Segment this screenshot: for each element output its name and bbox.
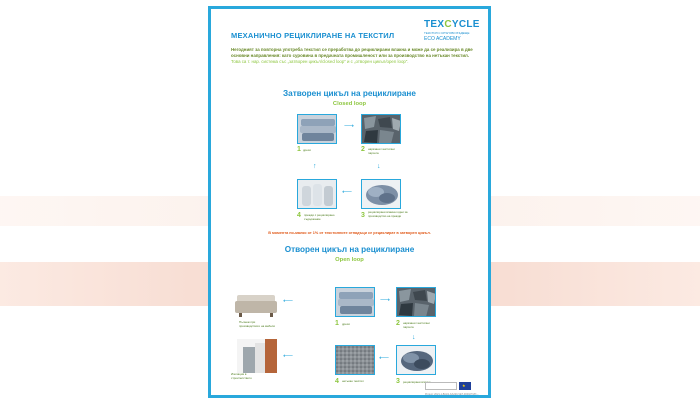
eu-funding-box <box>425 382 457 390</box>
photo-yarn <box>297 179 337 209</box>
open-loop-subtitle: Open loop <box>335 257 364 263</box>
photo-nonwoven <box>335 345 375 375</box>
photo-clothes <box>297 114 337 144</box>
nonwoven-textile-image <box>336 346 375 375</box>
photo-cut-pieces <box>361 114 401 144</box>
arrow-left-icon: ⟵ <box>283 353 294 360</box>
folded-clothes-image <box>298 115 337 144</box>
closed-step-2-caption: нарязани текстилни парчета <box>368 147 395 155</box>
yarn-spools-image <box>298 180 337 209</box>
open-step-4-number: 4 <box>335 378 339 385</box>
closed-step-3-number: 3 <box>361 212 365 219</box>
logo-wordmark: TEXCYCLE <box>424 19 480 30</box>
intro-systems: Това са т. нар. система със „затворен цикъл/closed loop“ и с „отворен цикъл/open loop“. <box>231 59 409 65</box>
photo-fibers <box>361 179 401 209</box>
closed-step-4-number: 4 <box>297 212 301 219</box>
arrow-left-icon: ⟵ <box>379 355 390 362</box>
open-step-1-caption: дрехи <box>342 322 350 326</box>
intro-paragraph: Негодният за повторна употреба текстил се преработва до рециклирани влакна и може да се реализира в две основни направления: като суровина в предачната промишленост или за производство на нетъкан текстил. <box>231 47 473 59</box>
eu-flag-icon: ★ <box>459 382 471 390</box>
poster-title: МЕХАНИЧНО РЕЦИКЛИРАНЕ НА ТЕКСТИЛ <box>231 31 395 40</box>
project-footer: Project: 2021-1-BG01-KA220-VET-000027183 – TEXCycle <box>425 393 479 398</box>
recycled-fibers-image <box>362 180 401 209</box>
open-use-insulation-caption: Изолация в строителството <box>231 372 252 380</box>
intro-text <box>231 47 475 65</box>
arrow-right-icon: ⟶ <box>344 123 355 130</box>
closed-step-2-number: 2 <box>361 146 365 153</box>
closed-loop-title: Затворен цикъл на рециклиране <box>283 89 416 98</box>
open-step-3-number: 3 <box>396 378 400 385</box>
logo-academy: ECO ACADEMY <box>424 36 461 42</box>
open-use-furniture-caption: Пълнеж при производството на мебели <box>239 320 275 328</box>
folded-clothes-image <box>336 288 375 317</box>
arrow-down-icon: ↓ <box>412 334 416 341</box>
cut-textile-image <box>362 115 401 144</box>
recycled-fibers-image <box>397 346 436 375</box>
texcycle-logo <box>424 19 484 42</box>
photo-open-fibers <box>396 345 436 375</box>
infographic-poster <box>208 6 491 398</box>
closed-step-4-caption: прежди с рециклирано съдържание <box>304 213 335 221</box>
insulation-image <box>237 339 277 373</box>
photo-open-cut-pieces <box>396 287 436 317</box>
closed-step-1-caption: дрехи <box>303 148 311 152</box>
sofa-image <box>235 289 277 319</box>
open-step-3-caption: рециклирани влакна <box>403 380 431 384</box>
closed-step-3-caption: рециклирани влакна годни за производство на прежди <box>368 210 408 218</box>
arrow-up-icon: ↑ <box>313 163 317 170</box>
open-step-1-number: 1 <box>335 320 339 327</box>
sofa-illustration <box>235 289 277 319</box>
open-loop-title: Отворен цикъл на рециклиране <box>284 245 415 254</box>
arrow-left-icon: ⟵ <box>342 189 353 196</box>
closed-loop-note: В момента по-малко от 1% от текстилните отпадъци се рециклират в затворен цикъл. <box>268 231 431 235</box>
photo-open-clothes <box>335 287 375 317</box>
open-step-4-caption: нетъкан текстил <box>342 379 364 383</box>
logo-tagline: ТЕКСТИЛ С КРЪГОВО БЪДЕЩЕ <box>424 31 470 35</box>
closed-loop-subtitle: Closed loop <box>332 101 367 107</box>
arrow-left-icon: ⟵ <box>283 298 294 305</box>
arrow-down-icon: ↓ <box>377 163 381 170</box>
arrow-right-icon: ⟶ <box>380 297 391 304</box>
closed-step-1-number: 1 <box>297 146 301 153</box>
wall-insulation-illustration <box>237 339 277 373</box>
open-step-2-number: 2 <box>396 320 400 327</box>
cut-textile-image <box>397 288 436 317</box>
open-step-2-caption: нарязани текстилни парчета <box>403 321 430 329</box>
